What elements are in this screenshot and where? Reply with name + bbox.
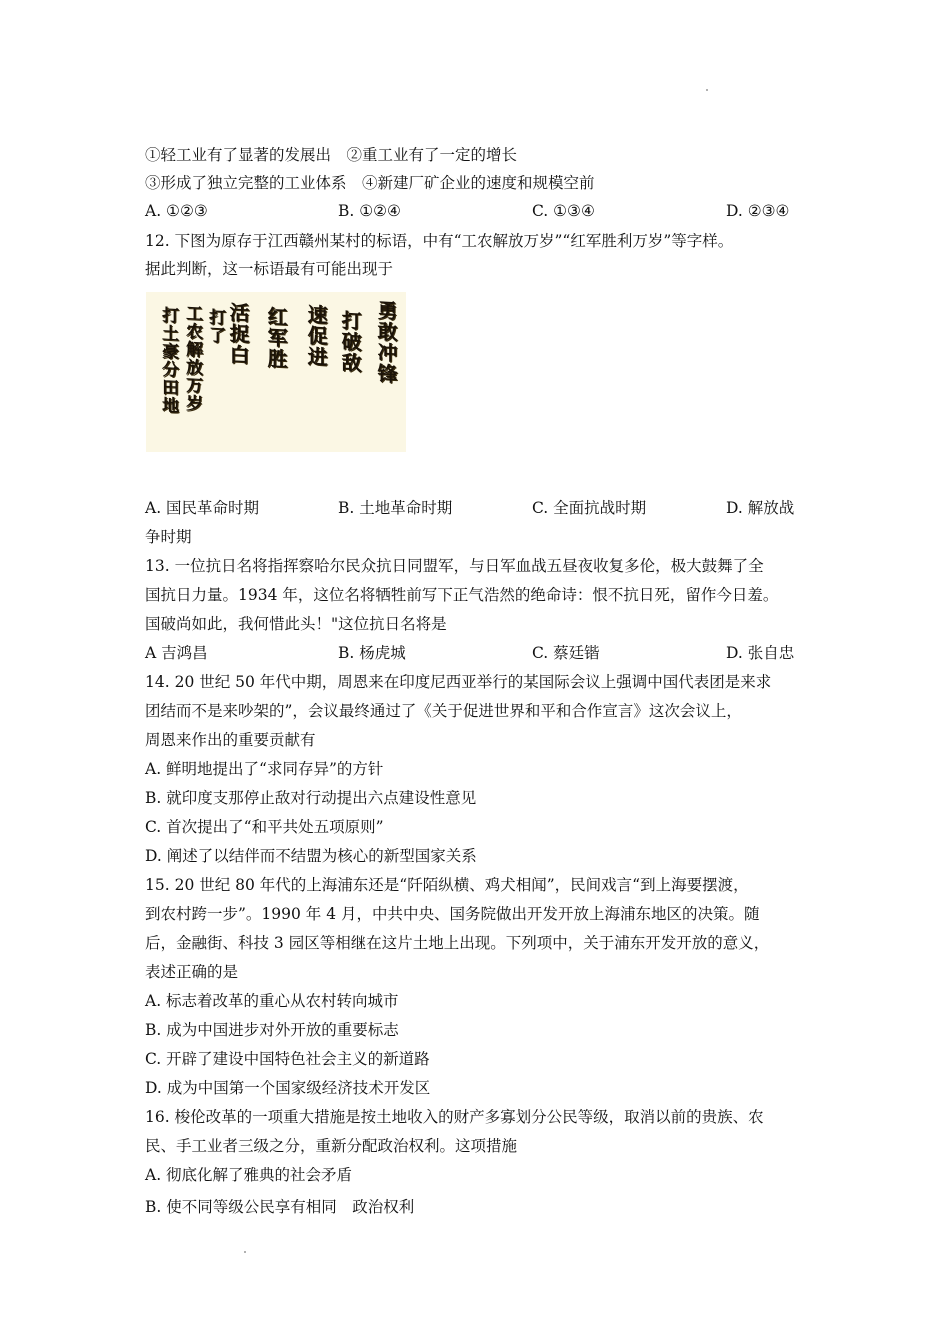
q16-stem-line2: 民、手工业者三级之分，重新分配政治权利。这项措施 (145, 1137, 518, 1155)
q15-stem-line4: 表述正确的是 (145, 963, 239, 981)
q16-option-a[interactable]: A. 彻底化解了雅典的社会矛盾 (145, 1166, 353, 1184)
slogan-column: 勇敢冲锋 (374, 299, 398, 385)
q11-option-d[interactable]: D. ②③④ (726, 202, 790, 220)
q12-option-b[interactable]: B. 土地革命时期 (338, 499, 453, 517)
q14-option-d[interactable]: D. 阐述了以结伴而不结盟为核心的新型国家关系 (145, 847, 477, 865)
q11-option-b[interactable]: B. ①②④ (338, 202, 401, 220)
q13-option-c[interactable]: C. 蔡廷锴 (532, 644, 600, 662)
q11-option-c[interactable]: C. ①③④ (532, 202, 595, 220)
q16-stem-line1: 16. 梭伦改革的一项重大措施是按土地收入的财产多寡划分公民等级，取消以前的贵族、农 (145, 1108, 764, 1126)
q12-option-c[interactable]: C. 全面抗战时期 (532, 499, 647, 517)
q11-option-a[interactable]: A. ①②③ (145, 202, 208, 220)
q14-option-c[interactable]: C. 首次提出了“和平共处五项原则” (145, 818, 384, 836)
q12-option-d-wrap: 争时期 (145, 528, 192, 546)
q13-stem-line1: 13. 一位抗日名将指挥察哈尔民众抗日同盟军，与日军血战五昼夜收复多伦，极大鼓舞了全 (145, 557, 764, 575)
q15-option-b[interactable]: B. 成为中国进步对外开放的重要标志 (145, 1021, 399, 1039)
q12-stem-line2: 据此判断，这一标语最有可能出现于 (145, 260, 394, 278)
q12-option-d[interactable]: D. 解放战 (726, 499, 795, 517)
scan-speck-bottom (244, 1251, 246, 1253)
q13-stem-line3: 国破尚如此，我何惜此头！"这位抗日名将是 (145, 615, 447, 633)
q16-option-b[interactable]: B. 使不同等级公民享有相同 政治权利 (145, 1198, 415, 1216)
q11-statement-line2: ③形成了独立完整的工业体系 ④新建厂矿企业的速度和规模空前 (145, 174, 595, 192)
q15-stem-line3: 后，金融街、科技 3 园区等相继在这片土地上出现。下列项中，关于浦东开发开放的意义， (145, 934, 770, 952)
q14-option-a[interactable]: A. 鲜明地提出了“求同存异”的方针 (145, 760, 384, 778)
q13-option-b[interactable]: B. 杨虎城 (338, 644, 406, 662)
q15-stem-line1: 15. 20 世纪 80 年代的上海浦东还是“阡陌纵横、鸡犬相闻”，民间戏言“到上海要摆渡， (145, 876, 749, 894)
slogan-column: 打了 (205, 307, 225, 345)
q14-option-b[interactable]: B. 就印度支那停止敌对行动提出六点建设性意见 (145, 789, 477, 807)
q13-option-d[interactable]: D. 张自忠 (726, 644, 795, 662)
q15-option-a[interactable]: A. 标志着改革的重心从农村转向城市 (145, 992, 399, 1010)
q15-stem-line2: 到农村跨一步”。1990 年 4 月，中共中央、国务院做出开发开放上海浦东地区的决策。随 (145, 905, 760, 923)
slogan-column: 打土豪分田地 (158, 305, 178, 415)
q15-option-d[interactable]: D. 成为中国第一个国家级经济技术开发区 (145, 1079, 431, 1097)
slogan-column: 打破敌 (338, 309, 362, 374)
q15-option-c[interactable]: C. 开辟了建设中国特色社会主义的新道路 (145, 1050, 430, 1068)
slogan-column: 速促进 (304, 303, 328, 368)
slogan-image (146, 292, 406, 452)
q12-option-a[interactable]: A. 国民革命时期 (145, 499, 260, 517)
scan-speck-top (706, 89, 708, 91)
slogan-column: 活捉白 (226, 301, 250, 366)
q11-statement-line1: ①轻工业有了显著的发展出 ②重工业有了一定的增长 (145, 146, 518, 164)
q13-option-a[interactable]: A 吉鸿昌 (145, 644, 208, 662)
q14-stem-line1: 14. 20 世纪 50 年代中期，周恩来在印度尼西亚举行的某国际会议上强调中国代表团是来求 (145, 673, 772, 691)
q12-stem-line1: 12. 下图为原存于江西赣州某村的标语，中有“工农解放万岁”“红军胜利万岁”等字样。 (145, 232, 734, 250)
q14-stem-line3: 周恩来作出的重要贡献有 (145, 731, 316, 749)
q14-stem-line2: 团结而不是来吵架的”，会议最终通过了《关于促进世界和平和合作宣言》这次会议上， (145, 702, 742, 720)
slogan-column: 工农解放万岁 (182, 303, 202, 413)
slogan-column: 红军胜 (264, 305, 288, 370)
q13-stem-line2: 国抗日力量。1934 年，这位名将牺牲前写下正气浩然的绝命诗：恨不抗日死，留作今日羞。 (145, 586, 779, 604)
